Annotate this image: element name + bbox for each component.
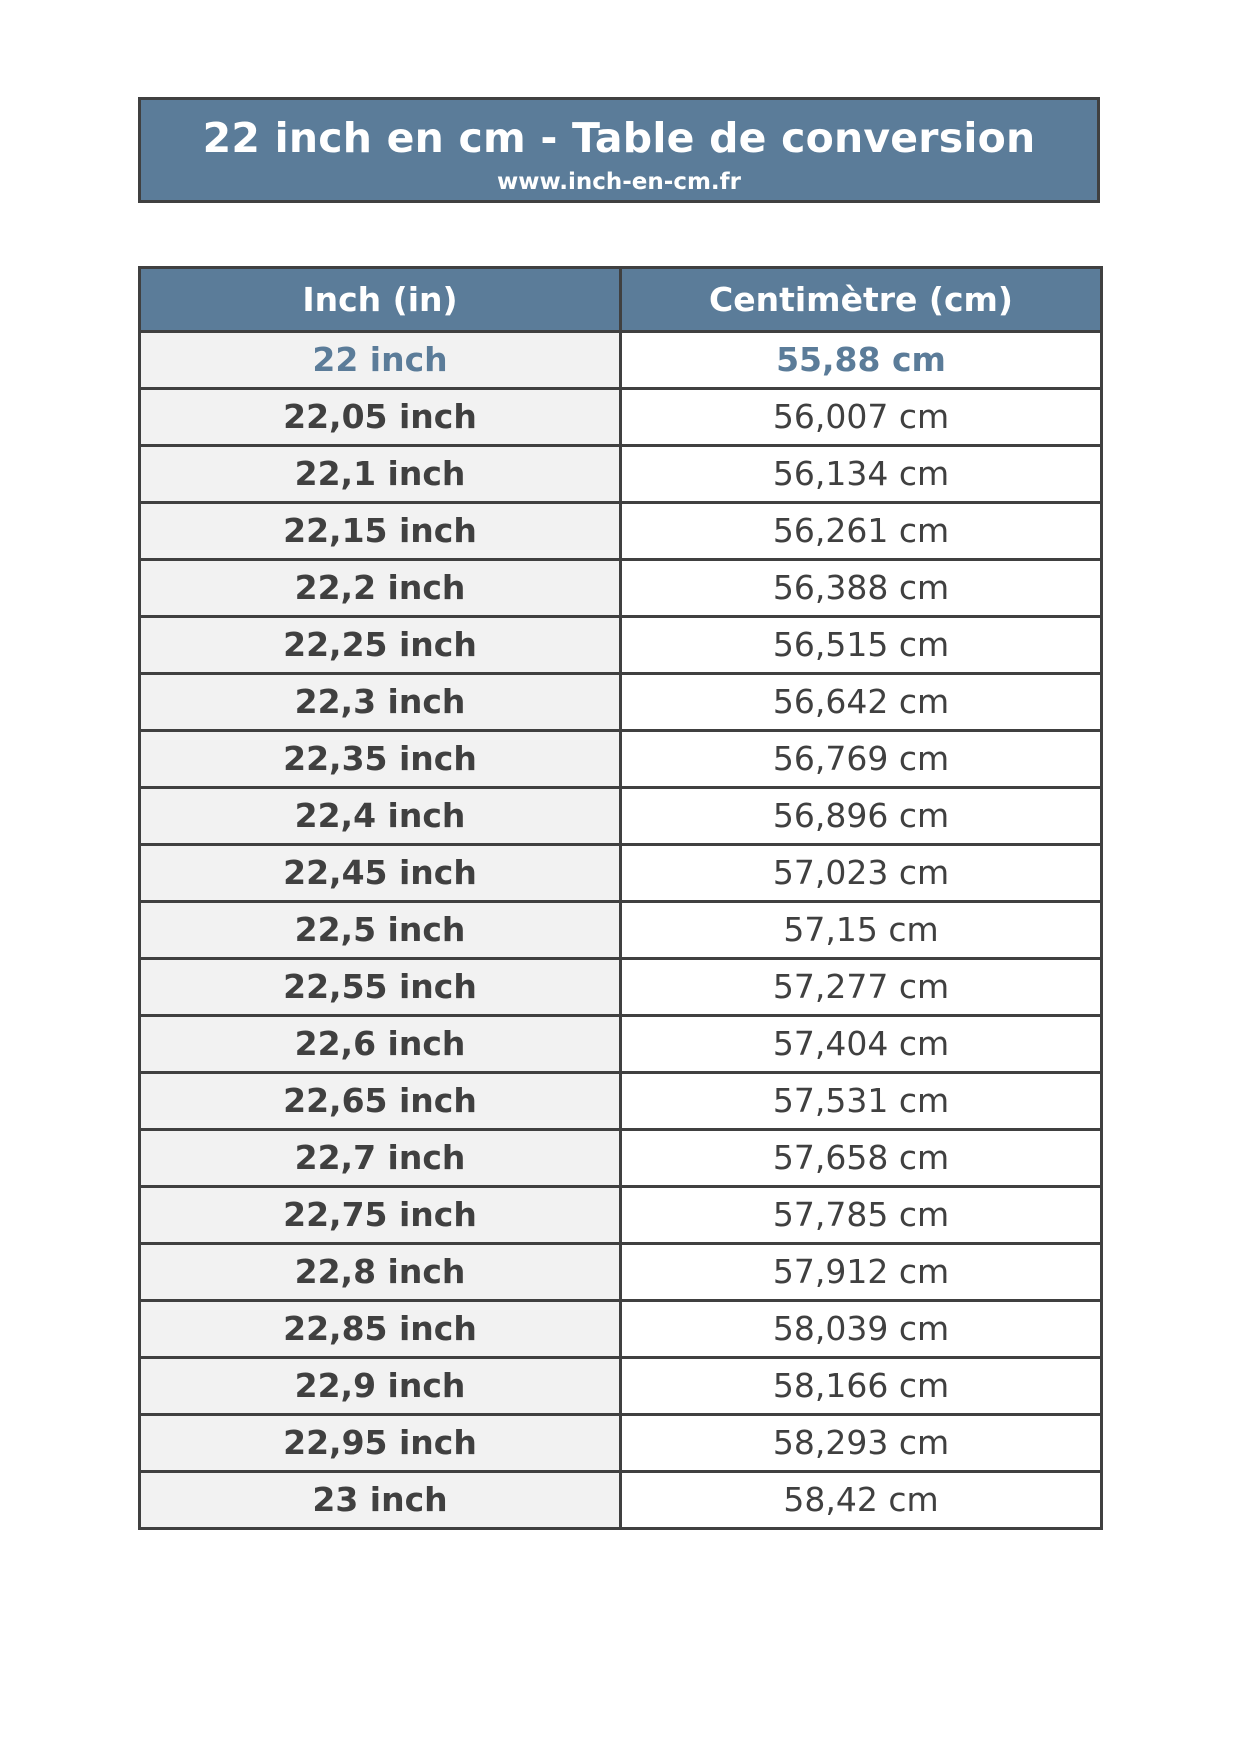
table-row [140,1130,1102,1187]
inch-cell: 23 inch [140,1472,621,1529]
table-row [140,1472,1102,1529]
cm-cell: 56,896 cm [621,788,1102,845]
title-banner [138,97,1100,203]
cm-cell: 57,277 cm [621,959,1102,1016]
inch-cell: 22,15 inch [140,503,621,560]
inch-cell: 22 inch [140,332,621,389]
inch-cell: 22,3 inch [140,674,621,731]
cm-cell: 58,166 cm [621,1358,1102,1415]
table-row [140,1358,1102,1415]
cm-cell: 56,261 cm [621,503,1102,560]
table-row [140,389,1102,446]
table-row [140,1244,1102,1301]
inch-cell: 22,7 inch [140,1130,621,1187]
inch-cell: 22,4 inch [140,788,621,845]
table-row [140,845,1102,902]
header-cm: Centimètre (cm) [621,268,1102,332]
table-row [140,1016,1102,1073]
cm-cell: 57,15 cm [621,902,1102,959]
header-inch: Inch (in) [140,268,621,332]
cm-cell: 57,658 cm [621,1130,1102,1187]
inch-cell: 22,55 inch [140,959,621,1016]
table-row [140,674,1102,731]
table-row [140,1415,1102,1472]
cm-cell: 56,515 cm [621,617,1102,674]
cm-cell: 56,642 cm [621,674,1102,731]
cm-cell: 57,404 cm [621,1016,1102,1073]
inch-cell: 22,1 inch [140,446,621,503]
table-row [140,560,1102,617]
inch-cell: 22,6 inch [140,1016,621,1073]
cm-cell: 56,134 cm [621,446,1102,503]
cm-cell: 55,88 cm [621,332,1102,389]
inch-cell: 22,2 inch [140,560,621,617]
inch-cell: 22,45 inch [140,845,621,902]
cm-cell: 56,388 cm [621,560,1102,617]
table-row [140,446,1102,503]
table-row [140,788,1102,845]
table-row [140,1301,1102,1358]
cm-cell: 56,769 cm [621,731,1102,788]
site-url: www.inch-en-cm.fr [496,169,742,195]
inch-cell: 22,35 inch [140,731,621,788]
table-row [140,332,1102,389]
inch-cell: 22,65 inch [140,1073,621,1130]
conversion-table [138,266,1103,1530]
table-row [140,902,1102,959]
table-row [140,503,1102,560]
inch-cell: 22,75 inch [140,1187,621,1244]
page-title: 22 inch en cm - Table de conversion [202,114,1036,162]
cm-cell: 57,531 cm [621,1073,1102,1130]
table-row [140,1073,1102,1130]
table-row [140,731,1102,788]
inch-cell: 22,95 inch [140,1415,621,1472]
table-row [140,959,1102,1016]
table-header-row [140,268,1102,332]
cm-cell: 57,785 cm [621,1187,1102,1244]
inch-cell: 22,8 inch [140,1244,621,1301]
cm-cell: 58,42 cm [621,1472,1102,1529]
cm-cell: 58,293 cm [621,1415,1102,1472]
inch-cell: 22,5 inch [140,902,621,959]
inch-cell: 22,25 inch [140,617,621,674]
table-row [140,1187,1102,1244]
inch-cell: 22,05 inch [140,389,621,446]
cm-cell: 57,912 cm [621,1244,1102,1301]
cm-cell: 57,023 cm [621,845,1102,902]
cm-cell: 58,039 cm [621,1301,1102,1358]
cm-cell: 56,007 cm [621,389,1102,446]
inch-cell: 22,85 inch [140,1301,621,1358]
inch-cell: 22,9 inch [140,1358,621,1415]
table-row [140,617,1102,674]
